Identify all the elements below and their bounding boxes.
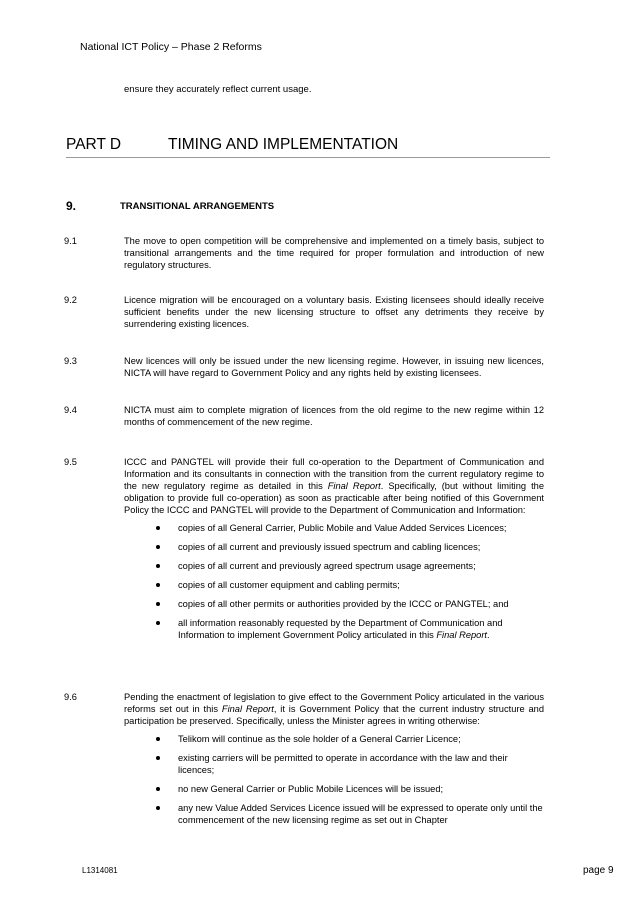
clause-number: 9.5	[64, 457, 77, 467]
bullet-text: any new Value Added Services Licence issued will be expressed to operate only until the commencement of the new licensing regime as set out in Chapter	[178, 803, 543, 825]
part-title: TIMING AND IMPLEMENTATION	[168, 136, 399, 153]
bullet-text: no new General Carrier or Public Mobile Licences will be issued;	[178, 784, 444, 794]
document-reference: L1314081	[82, 866, 118, 875]
bullet-text: copies of all current and previously agreed spectrum usage agreements;	[178, 561, 476, 571]
list-item	[178, 598, 544, 610]
list-item	[178, 752, 544, 776]
bullet-text: copies of all other permits or authorities provided by the ICCC or PANGTEL; and	[178, 599, 509, 609]
list-item	[178, 617, 544, 641]
part-label: PART D	[66, 136, 122, 153]
clause-text-part: . Specifically, (but without limiting the obligation to provide full co-operation) as soon as practicable after being notified of this Government Policy the ICCC and PANGTEL will provide to the Department of Communication and Information:	[124, 481, 544, 515]
clause-9-3	[64, 355, 544, 379]
section-number: 9.	[66, 199, 77, 213]
page-number: page 9	[583, 865, 614, 876]
clause-text	[124, 456, 544, 516]
list-item	[178, 541, 544, 553]
clause-9-4	[64, 404, 544, 428]
bullet-icon	[156, 583, 160, 587]
bullet-icon	[156, 564, 160, 568]
bullet-text: Telikom will continue as the sole holder of a General Carrier Licence;	[178, 734, 461, 744]
report-title-italic: Final Report	[327, 481, 381, 491]
clause-number: 9.1	[64, 236, 77, 246]
clause-text-part: Pending the enactment of legislation to give effect to the Government Policy articulated in the various reforms set out in this	[124, 692, 544, 714]
bullet-text: existing carriers will be permitted to operate in accordance with the law and their licences;	[178, 753, 508, 775]
bullet-icon	[156, 526, 160, 530]
clause-text: Licence migration will be encouraged on a voluntary basis. Existing licensees should ideally receive sufficient benefits under the new licensing structure to offset any detriments they receive by surrendering existing licences.	[124, 295, 544, 329]
bullet-text: copies of all General Carrier, Public Mobile and Value Added Services Licences;	[178, 523, 507, 533]
list-item	[178, 802, 544, 826]
part-heading	[66, 136, 550, 158]
clause-text-part: , it is Government Policy that the current industry structure and participation be preserved. Specifically, unless the Minister agrees in writing otherwise:	[124, 704, 545, 726]
bullet-text: all information reasonably requested by the Department of Communication and Information to implement Government Policy articulated in this	[178, 618, 503, 640]
clause-text	[124, 691, 544, 727]
clause-number: 9.2	[64, 295, 77, 305]
bullet-icon	[156, 621, 160, 625]
report-title-italic: Final Report	[221, 704, 274, 714]
clause-number: 9.3	[64, 356, 77, 366]
bullet-icon	[156, 787, 160, 791]
bullet-list	[64, 733, 544, 826]
bullet-text: .	[487, 630, 490, 640]
clause-9-1	[64, 235, 544, 271]
bullet-text: copies of all current and previously issued spectrum and cabling licences;	[178, 542, 481, 552]
clause-text-part: ICCC and PANGTEL will provide their full co-operation to the Department of Communication and Information and its consultants in connection with the transition from the current regulatory regime to the new regulatory regime as detailed in this	[124, 457, 544, 491]
list-item	[178, 579, 544, 591]
clause-9-2	[64, 294, 544, 330]
bullet-list	[64, 522, 544, 641]
clause-text: New licences will only be issued under the new licensing regime. However, in issuing new licences, NICTA will have regard to Government Policy and any rights held by existing licensees.	[124, 356, 544, 378]
clause-text: NICTA must aim to complete migration of licences from the old regime to the new regime within 12 months of commencement of the new regime.	[124, 405, 544, 427]
list-item	[178, 560, 544, 572]
bullet-text: copies of all customer equipment and cabling permits;	[178, 580, 400, 590]
list-item	[178, 522, 544, 534]
clause-text: The move to open competition will be comprehensive and implemented on a timely basis, subject to transitional arrangements and the time required for proper formulation and introduction of new regulatory structures.	[124, 236, 544, 270]
running-header: National ICT Policy – Phase 2 Reforms	[80, 41, 262, 53]
bullet-icon	[156, 545, 160, 549]
clause-9-5	[64, 456, 544, 648]
clause-9-6	[64, 691, 544, 833]
bullet-icon	[156, 737, 160, 741]
bullet-icon	[156, 602, 160, 606]
bullet-icon	[156, 756, 160, 760]
clause-number: 9.6	[64, 692, 77, 702]
section-title: TRANSITIONAL ARRANGEMENTS	[120, 201, 275, 212]
report-title-italic: Final Report	[436, 630, 488, 640]
clause-number: 9.4	[64, 405, 77, 415]
list-item	[178, 733, 544, 745]
continuation-text: ensure they accurately reflect current usage.	[124, 84, 312, 95]
list-item	[178, 783, 544, 795]
bullet-icon	[156, 806, 160, 810]
